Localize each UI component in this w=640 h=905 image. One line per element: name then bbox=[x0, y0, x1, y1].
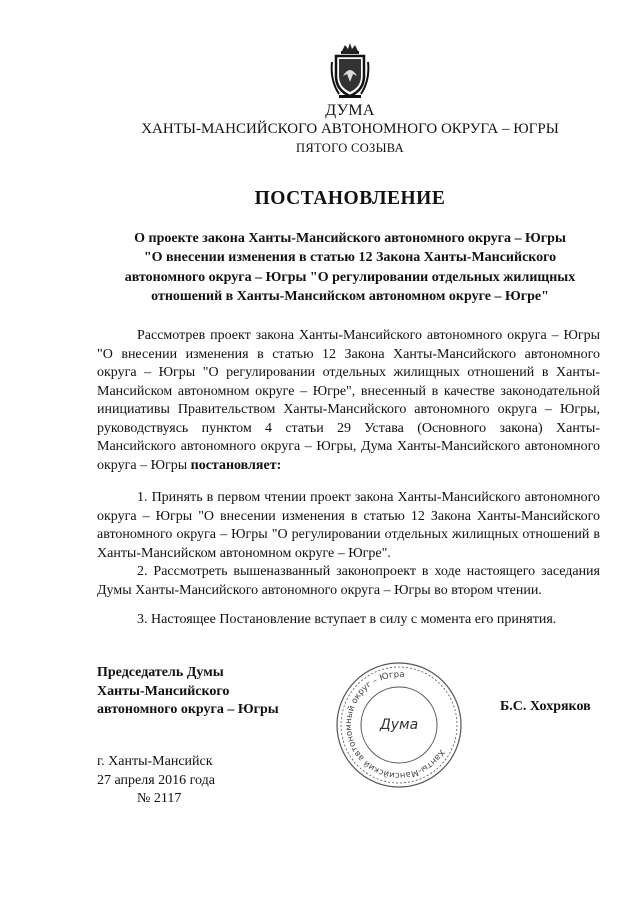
document-date: 27 апреля 2016 года bbox=[97, 772, 215, 788]
signatory-position-line: автономного округа – Югры bbox=[97, 702, 279, 717]
document-subject bbox=[100, 229, 600, 306]
organization-subtitle: ХАНТЫ-МАНСИЙСКОГО АВТОНОМНОГО ОКРУГА – ЮГРЫ bbox=[141, 121, 559, 137]
resolution-item-3: 3. Настоящее Постановление вступает в силу с момента его принятия. bbox=[137, 612, 557, 627]
subject-line: О проекте закона Ханты-Мансийского автономного округа – Югры bbox=[134, 231, 566, 246]
main-paragraph-text: Рассмотрев проект закона Ханты-Мансийского автономного округа – Югры "О внесении изменения в статью 12 Закона Ханты-Мансийского автономного округа – Югры "О регулировании отдельных жилищных отношений в Ханты-Мансийском автономном округе – Югре", внесенный в качестве законодательной инициативы Правительством Ханты-Мансийского автономного округа – Югры, руководствуясь пунктом 4 статьи 29 Устава (Основного закона) Ханты-Мансийского автономного округа – Югры, Дума Ханты-Мансийского автономного округа – Югры bbox=[97, 328, 600, 473]
seal-ring-text: Ханты-Мансийский автономный округ – Югра bbox=[343, 669, 447, 781]
subject-line: автономного округа – Югры "О регулировании отдельных жилищных bbox=[124, 269, 576, 285]
decision-verb: постановляет: bbox=[190, 457, 282, 473]
signatory-name: Б.С. Хохряков bbox=[500, 699, 591, 714]
convocation-label: ПЯТОГО СОЗЫВА bbox=[296, 141, 404, 155]
document-type-heading: ПОСТАНОВЛЕНИЕ bbox=[254, 188, 446, 209]
main-paragraph bbox=[97, 327, 600, 475]
coat-of-arms-icon bbox=[329, 42, 371, 100]
resolution-item-1: 1. Принять в первом чтении проект закона Ханты-Мансийского автономного округа – Югры "О внесении изменения в статью 12 Закона Ханты-Мансийского автономного округа – Югры "О регулировании отдельных жилищных отношений в Ханты-Мансийском автономном округе – Югре". bbox=[97, 490, 600, 561]
place-of-issue: г. Ханты-Мансийск bbox=[97, 754, 213, 769]
resolution-item-2: 2. Рассмотреть вышеназванный законопроект в ходе настоящего заседания Думы Ханты-Мансийского автономного округа – Югры во втором чтении. bbox=[97, 564, 600, 598]
document-footer bbox=[97, 753, 215, 809]
document-number: № 2117 bbox=[137, 791, 182, 806]
organization-title: ДУМА bbox=[325, 102, 375, 119]
signatory-position bbox=[97, 664, 279, 720]
subject-line: "О внесении изменения в статью 12 Закона Ханты-Мансийского bbox=[143, 250, 557, 266]
subject-line: отношений в Ханты-Мансийском автономном округе – Югре" bbox=[151, 288, 549, 304]
official-seal-icon bbox=[333, 659, 465, 791]
seal-center-text: Дума bbox=[379, 717, 419, 733]
signatory-position-line: Ханты-Мансийского bbox=[97, 683, 230, 699]
signatory-position-line: Председатель Думы bbox=[97, 665, 224, 680]
